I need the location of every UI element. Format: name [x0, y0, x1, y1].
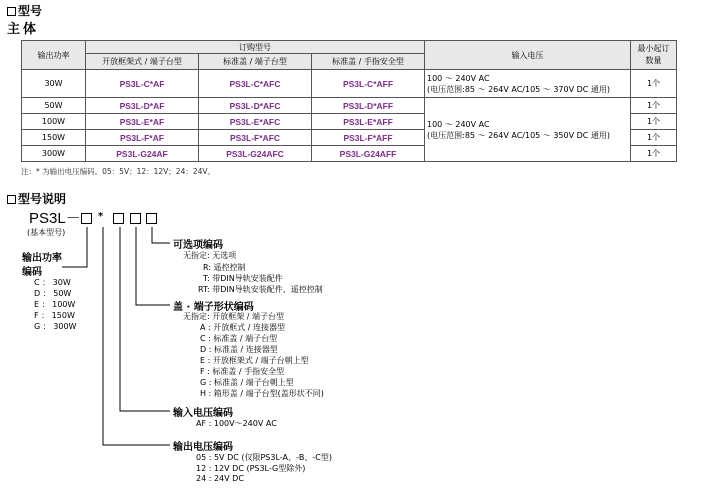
star-symbol: *	[98, 211, 104, 222]
cover-code-item: G : 标准盖 / 端子台朝上型	[200, 378, 294, 387]
model-cell: PS3L-F*AF	[86, 130, 199, 146]
header-type-std: 标准盖 / 端子台型	[199, 54, 312, 70]
base-model-note: (基本型号)	[27, 228, 66, 237]
section-subtitle-main: 主体	[7, 22, 40, 37]
voltage-line: 100 ～ 240V AC	[427, 73, 490, 83]
model-cell: PS3L-E*AF	[86, 114, 199, 130]
model-cell: PS3L-G24AF	[86, 146, 199, 162]
section-title-model: 型号	[7, 2, 42, 19]
output-code-item: 05 : 5V DC (仅限PS3L-A、-B、-C型)	[196, 453, 332, 462]
model-cell: PS3L-C*AFF	[312, 70, 425, 98]
cover-code-box	[130, 213, 141, 224]
power-cell: 300W	[22, 146, 86, 162]
model-cell: PS3L-C*AFC	[199, 70, 312, 98]
header-type-finger: 标准盖 / 手指安全型	[312, 54, 425, 70]
section-title-model-explanation: 型号说明	[7, 190, 66, 207]
model-cell: PS3L-G24AFF	[312, 146, 425, 162]
voltage-range-line: (电压范围:85 ～ 264V AC/105 ～ 370V DC 通用)	[427, 84, 611, 94]
qty-cell: 1个	[631, 130, 677, 146]
power-code-title-2: 编码	[22, 267, 42, 278]
power-cell: 50W	[22, 98, 86, 114]
min-qty-label: 最小起订数量	[637, 44, 670, 65]
cover-code-item: H : 箱形盖 / 端子台型(盖形状不同)	[200, 389, 324, 398]
power-code-title: 输出功率	[22, 253, 62, 264]
output-code-item: 24 : 24V DC	[196, 474, 244, 483]
option-code-item: R: 遥控控制	[203, 263, 246, 272]
option-code-item: 无指定: 无选项	[183, 251, 237, 260]
base-model-code: PS3L－	[29, 210, 81, 227]
model-cell: PS3L-C*AF	[86, 70, 199, 98]
header-type-open: 开放框架式 / 端子台型	[86, 54, 199, 70]
model-cell: PS3L-F*AFC	[199, 130, 312, 146]
option-code-box	[146, 213, 157, 224]
input-voltage-code-box	[113, 213, 124, 224]
power-code-box	[81, 213, 92, 224]
model-cell: PS3L-G24AFC	[199, 146, 312, 162]
power-code-item: D ： 50W	[34, 289, 72, 298]
power-code-item: C ： 30W	[34, 278, 71, 287]
header-input-voltage: 输入电压	[425, 41, 631, 70]
cover-code-item: D : 标准盖 / 连接器型	[200, 345, 278, 354]
power-cell: 100W	[22, 114, 86, 130]
model-cell: PS3L-D*AFF	[312, 98, 425, 114]
option-code-item: RT: 带DIN导轨安装配件、遥控控制	[198, 285, 323, 294]
cover-code-item: C : 标准盖 / 端子台型	[200, 334, 278, 343]
option-code-title: 可选项编码	[173, 240, 223, 251]
model-cell: PS3L-D*AF	[86, 98, 199, 114]
header-order-model: 订购型号	[86, 41, 425, 54]
cover-code-item: 无指定: 开放框架 / 端子台型	[183, 312, 285, 321]
power-code-item: G ： 300W	[34, 322, 77, 331]
input-code-title: 输入电压编码	[173, 408, 233, 419]
model-cell: PS3L-E*AFC	[199, 114, 312, 130]
power-cell: 30W	[22, 70, 86, 98]
cover-code-item: E : 开放框架式 / 端子台朝上型	[200, 356, 309, 365]
option-code-item: T: 带DIN导轨安装配件	[203, 274, 283, 283]
power-code-item: E ： 100W	[34, 300, 76, 309]
model-cell: PS3L-D*AFC	[199, 98, 312, 114]
qty-cell: 1个	[631, 70, 677, 98]
cover-code-item: F : 标准盖 / 手指安全型	[200, 367, 285, 376]
power-code-item: F ： 150W	[34, 311, 75, 320]
header-output-power: 输出功率	[22, 41, 86, 70]
model-cell: PS3L-F*AFF	[312, 130, 425, 146]
power-cell: 150W	[22, 130, 86, 146]
voltage-line: 100 ～ 240V AC	[427, 119, 490, 129]
output-code-item: 12 : 12V DC (PS3L-G型除外)	[196, 464, 306, 473]
input-code-item: AF : 100V～240V AC	[196, 419, 277, 428]
table-note: 注：* 为输出电压编码。05：5V；12：12V；24：24V。	[21, 167, 216, 176]
cover-code-item: A : 开放框式 / 连接器型	[200, 323, 286, 332]
voltage-range-line: (电压范围:85 ～ 264V AC/105 ～ 350V DC 通用)	[427, 130, 611, 140]
model-cell: PS3L-E*AFF	[312, 114, 425, 130]
qty-cell: 1个	[631, 114, 677, 130]
qty-cell: 1个	[631, 146, 677, 162]
output-code-title: 输出电压编码	[173, 442, 233, 453]
qty-cell: 1个	[631, 98, 677, 114]
cover-code-title: 盖 · 端子形状编码	[173, 302, 254, 313]
